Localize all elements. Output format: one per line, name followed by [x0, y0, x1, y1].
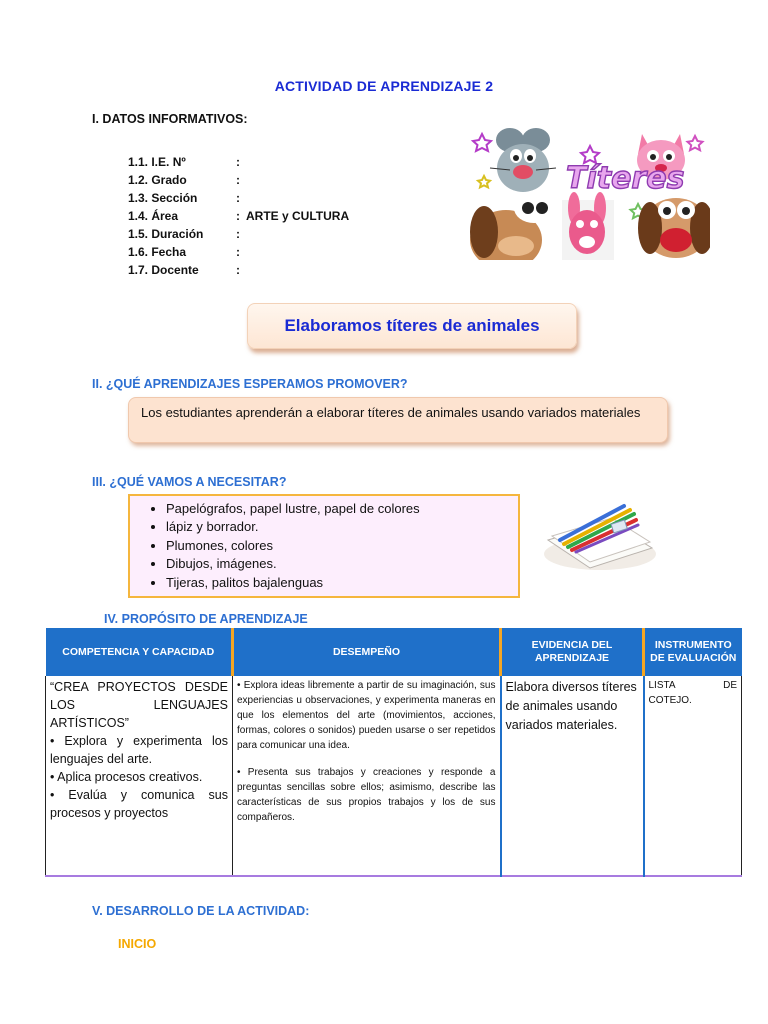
page-title: ACTIVIDAD DE APRENDIZAJE 2 [274, 78, 494, 94]
datos-row: 1.2. Grado : [128, 173, 240, 187]
materials-box [128, 494, 520, 598]
list-item: • Dibujos, imágenes. [166, 555, 508, 573]
aprendizajes-box [128, 397, 668, 443]
titeres-word: Títeres [566, 161, 685, 196]
evidencia-cell [501, 676, 644, 876]
puppets-illustration [470, 128, 710, 260]
desempeno-paragraph: • Presenta sus trabajos y creaciones y responde a preguntas sencillas sobre ellos; asimismo, describe las características de sus propios trabajos y los de sus compañeros. [237, 767, 496, 823]
datos-row: 1.1. I.E. Nº : [128, 155, 240, 169]
datos-list [128, 153, 349, 279]
section-datos-heading: I. DATOS INFORMATIVOS: [92, 112, 248, 126]
materials-list [144, 500, 508, 592]
instrumento-line: LISTA DE [648, 680, 737, 691]
section-necesitar-heading: III. ¿QUÉ VAMOS A NECESITAR? [92, 475, 287, 489]
inicio-heading: INICIO [118, 937, 157, 951]
aprendizajes-text: Los estudiantes aprenderán a elaborar títeres de animales usando variados materiales [141, 405, 641, 420]
table-header-row [46, 628, 742, 676]
evidencia-text: Elabora diversos títeres de animales usando variados materiales. [505, 680, 637, 732]
desempeno-cell [233, 676, 501, 876]
competencia-line: • Explora y experimenta los lenguajes del arte. [50, 734, 228, 766]
table-row [46, 676, 742, 876]
section-proposito-heading: IV. PROPÓSITO DE APRENDIZAJE [104, 612, 308, 626]
supplies-image [540, 492, 658, 576]
list-item: • Tijeras, palitos bajalenguas [166, 574, 508, 592]
header-instrumento: INSTRUMENTO DE EVALUACIÓN [644, 628, 742, 676]
list-item: • Papelógrafos, papel lustre, papel de colores [166, 500, 508, 518]
competencia-line: “CREA PROYECTOS DESDE LOS LENGUAJES ARTÍSTICOS” [50, 680, 228, 730]
competencia-cell [46, 676, 233, 876]
list-item: • Plumones, colores [166, 537, 508, 555]
section-aprendizajes-heading: II. ¿QUÉ APRENDIZAJES ESPERAMOS PROMOVER? [92, 377, 408, 391]
list-item: • lápiz y borrador. [166, 518, 508, 536]
competencia-line: • Evalúa y comunica sus procesos y proyectos [50, 788, 228, 820]
datos-row: 1.4. Área : ARTE y CULTURA [128, 209, 350, 223]
datos-row: 1.6. Fecha : [128, 245, 240, 259]
competencia-line: • Aplica procesos creativos. [50, 770, 203, 784]
datos-row: 1.7. Docente : [128, 263, 240, 277]
header-evidencia: EVIDENCIA DEL APRENDIZAJE [501, 628, 644, 676]
session-title-box: Elaboramos títeres de animales [247, 303, 577, 349]
desempeno-paragraph: • Explora ideas libremente a partir de su imaginación, sus experiencias u observaciones, y experimenta maneras en que los elementos del arte (movimientos, acciones, formas, colores o sonidos) pueden usarse o ser repetidos para comunicar una idea. [237, 680, 496, 751]
datos-row: 1.5. Duración : [128, 227, 240, 241]
proposito-table [45, 628, 742, 877]
supplies-illustration [540, 492, 658, 576]
instrumento-line: COTEJO. [648, 695, 692, 706]
datos-row: 1.3. Sección : [128, 191, 240, 205]
puppets-image [470, 128, 710, 260]
section-desarrollo-heading: V. DESARROLLO DE LA ACTIVIDAD: [92, 904, 310, 918]
instrumento-cell [644, 676, 742, 876]
header-competencia: COMPETENCIA Y CAPACIDAD [46, 628, 233, 676]
header-desempeno: DESEMPEÑO [233, 628, 501, 676]
